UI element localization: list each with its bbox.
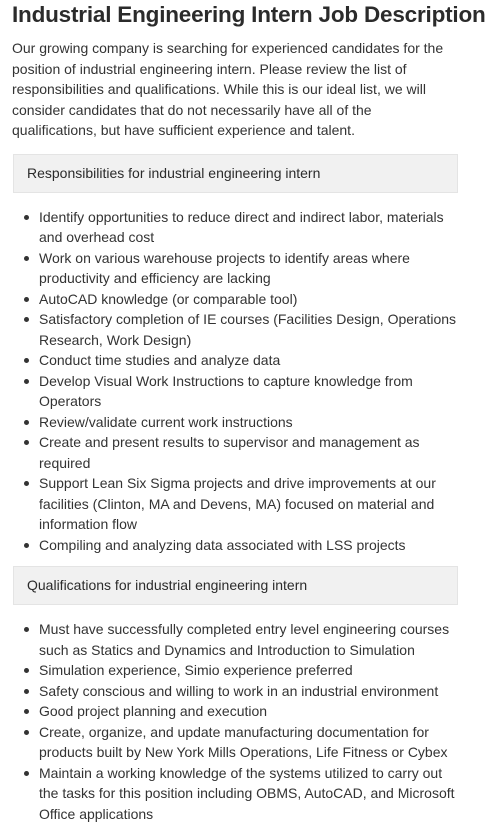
qualifications-list bbox=[24, 619, 458, 824]
bullet-icon bbox=[24, 420, 29, 425]
list-item-text: Good project planning and execution bbox=[39, 703, 267, 719]
responsibilities-list bbox=[24, 207, 458, 556]
list-item bbox=[24, 681, 458, 702]
list-item-text: Must have successfully completed entry level engineering courses such as Statics and Dynamics and Introduction to Simulation bbox=[39, 621, 449, 658]
list-item-text: Support Lean Six Sigma projects and drive improvements at our facilities (Clinton, MA and Devens, MA) focused on material and information flow bbox=[39, 475, 436, 532]
bullet-icon bbox=[24, 215, 29, 220]
bullet-icon bbox=[24, 730, 29, 735]
list-item-text: Simulation experience, Simio experience preferred bbox=[39, 662, 353, 678]
page-title: Industrial Engineering Intern Job Description bbox=[0, 0, 474, 30]
bullet-icon bbox=[24, 689, 29, 694]
bullet-icon bbox=[24, 440, 29, 445]
list-item-text: Create, organize, and update manufacturing documentation for products built by New York Mills Operations, Life Fitness or Cybex bbox=[39, 724, 448, 761]
list-item-text: Maintain a working knowledge of the systems utilized to carry out the tasks for this position including OBMS, AutoCAD, and Microsoft Office applications bbox=[39, 765, 455, 822]
list-item-text: Conduct time studies and analyze data bbox=[39, 352, 280, 368]
list-item-text: Identify opportunities to reduce direct and indirect labor, materials and overhead cost bbox=[39, 209, 444, 246]
list-item bbox=[24, 535, 458, 556]
list-item bbox=[24, 619, 458, 660]
list-item bbox=[24, 309, 458, 350]
bullet-icon bbox=[24, 627, 29, 632]
bullet-icon bbox=[24, 297, 29, 302]
list-item bbox=[24, 248, 458, 289]
responsibilities-heading: Responsibilities for industrial engineering intern bbox=[13, 154, 458, 193]
bullet-icon bbox=[24, 668, 29, 673]
bullet-icon bbox=[24, 256, 29, 261]
list-item-text: Safety conscious and willing to work in an industrial environment bbox=[39, 683, 438, 699]
list-item bbox=[24, 473, 458, 535]
list-item-text: Satisfactory completion of IE courses (Facilities Design, Operations Research, Work Design) bbox=[39, 311, 456, 348]
bullet-icon bbox=[24, 317, 29, 322]
intro-paragraph: Our growing company is searching for experienced candidates for the position of industrial engineering intern. Please review the list of responsibilities and qualifications. While this is our ideal list, we will consider candidates that do not necessarily have all of the qualifications, but have sufficient experience and talent. bbox=[12, 38, 456, 141]
list-item bbox=[24, 412, 458, 433]
bullet-icon bbox=[24, 543, 29, 548]
list-item bbox=[24, 350, 458, 371]
list-item bbox=[24, 763, 458, 824]
list-item bbox=[24, 432, 458, 473]
bullet-icon bbox=[24, 771, 29, 776]
bullet-icon bbox=[24, 709, 29, 714]
bullet-icon bbox=[24, 481, 29, 486]
list-item bbox=[24, 660, 458, 681]
list-item-text: Work on various warehouse projects to identify areas where productivity and efficiency are lacking bbox=[39, 250, 410, 287]
list-item-text: Compiling and analyzing data associated with LSS projects bbox=[39, 537, 406, 553]
list-item-text: Develop Visual Work Instructions to capture knowledge from Operators bbox=[39, 373, 413, 410]
list-item-text: Review/validate current work instructions bbox=[39, 414, 293, 430]
list-item bbox=[24, 722, 458, 763]
bullet-icon bbox=[24, 358, 29, 363]
qualifications-heading: Qualifications for industrial engineering intern bbox=[13, 566, 458, 605]
list-item bbox=[24, 371, 458, 412]
list-item-text: AutoCAD knowledge (or comparable tool) bbox=[39, 291, 297, 307]
bullet-icon bbox=[24, 379, 29, 384]
list-item-text: Create and present results to supervisor and management as required bbox=[39, 434, 420, 471]
list-item bbox=[24, 289, 458, 310]
list-item bbox=[24, 207, 458, 248]
list-item bbox=[24, 701, 458, 722]
